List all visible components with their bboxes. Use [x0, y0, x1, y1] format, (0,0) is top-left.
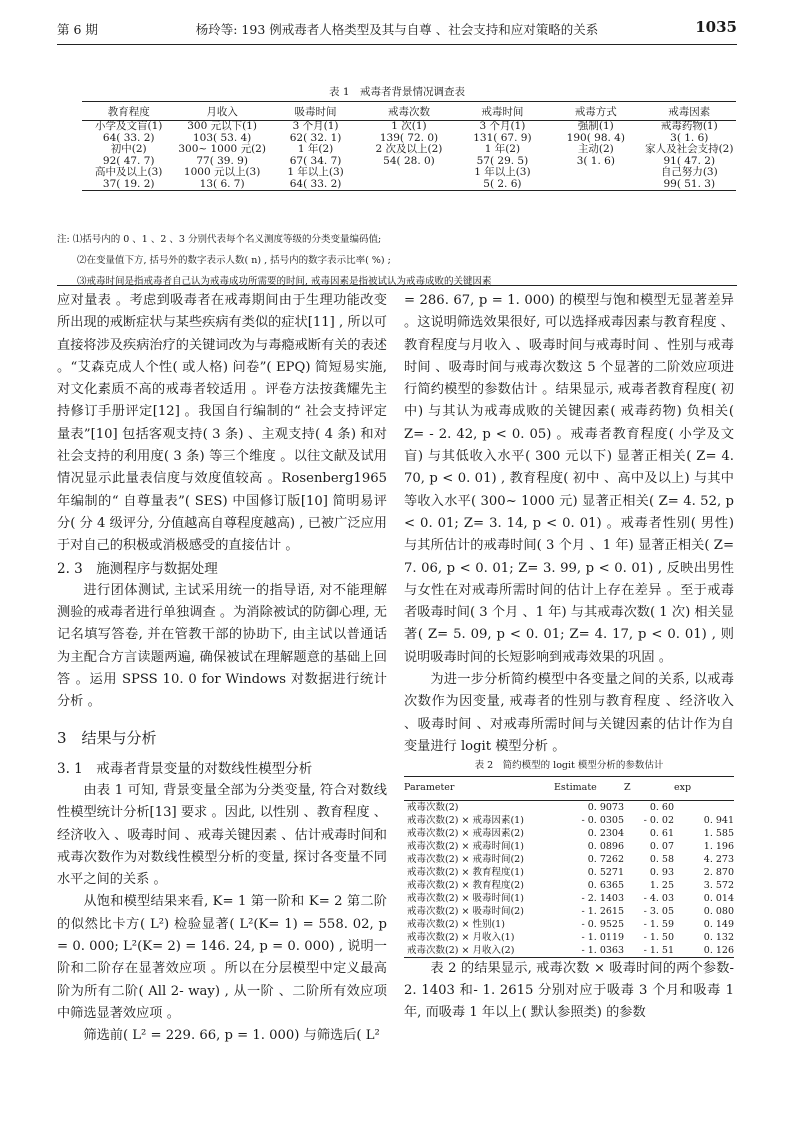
table1-cell: 1 年(2) [484, 143, 521, 155]
table1-cell: 57( 29. 5) [476, 154, 529, 167]
table1-note: ⑵在变量值下方, 括号外的数字表示人数( n) , 括号内的数字表示比率( %) ; [77, 255, 391, 266]
table2-cell: 0. 60 [649, 801, 674, 813]
table-row [404, 879, 734, 892]
table1-cell: 131( 67. 9) [473, 131, 532, 144]
table1-cell: 3( 1. 6) [670, 131, 709, 144]
table2-cell: 0. 149 [703, 918, 734, 930]
paragraph: 进行团体测试, 主试采用统一的指导语, 对不能理解测验的戒毒者进行单独调查 。为消除被试的防御心理, 无记名填写答卷, 并在管教干部的协助下, 由主试以普通话为主配合方言读题两遍, 确保被试在理解题意的基础上回答 。运用 SPSS 10. 0 for Windows 对数据进行统计分析 。 [57, 582, 387, 710]
table1-header-cell: 吸毒时间 [269, 102, 362, 121]
page-number: 1035 [695, 18, 737, 36]
table2-cell: - 1. 50 [643, 931, 674, 943]
table2-header-cell: exp [674, 777, 734, 800]
table2-cell: - 4. 03 [643, 892, 674, 904]
table2-cell: - 3. 05 [643, 905, 674, 917]
table1-cell: 3 个月(1) [479, 120, 526, 132]
table1-note: ⑶戒毒时间是指戒毒者自己认为戒毒成功所需要的时间, 戒毒因素是指被试认为戒毒成败的关键因素 [77, 276, 492, 287]
table1-cell: 190( 98. 4) [566, 131, 625, 144]
table1-cell: 92( 47. 7) [102, 154, 155, 167]
table2-cell: 0. 58 [649, 853, 674, 865]
section-heading-3-1: 3. 1 戒毒者背景变量的对数线性模型分析 [57, 760, 313, 777]
table-row [404, 918, 734, 931]
table-row [404, 814, 734, 827]
table2-cell: 戒毒次数(2) × 戒毒时间(2) [407, 853, 524, 865]
table2-cell: 0. 93 [649, 866, 674, 878]
table2 [404, 776, 734, 957]
table2-cell: 戒毒次数(2) × 吸毒时间(2) [407, 905, 524, 917]
issue-number: 第 6 期 [57, 22, 98, 37]
table1-cell [549, 167, 642, 179]
table-row [404, 827, 734, 840]
table1-note: 注: ⑴括号内的 0 、1 、2 、3 分别代表每个名义测度等级的分类变量编码值; [57, 234, 382, 245]
table-row [82, 144, 736, 156]
table1-cell: 1 年以上(3) [474, 166, 531, 178]
table-row [404, 944, 734, 958]
section-heading-2-3: 2. 3 施测程序与数据处理 [57, 560, 218, 577]
table1-cell: 家人及社会支持(2) [645, 143, 734, 155]
table2-cell: 2. 870 [703, 866, 734, 878]
table1-cell: 1 次(1) [391, 120, 427, 132]
table2-caption: 表 2 简约模型的 logit 模型分析的参数估计 [474, 760, 664, 772]
table1-cell: 62( 32. 1) [289, 131, 342, 144]
table1-header-cell: 戒毒因素 [643, 102, 736, 121]
table2-cell [674, 800, 734, 814]
table-row [82, 179, 736, 191]
table1-cell: 戒毒药物(1) [660, 120, 718, 132]
table1-cell: 2 次及以上(2) [375, 143, 443, 155]
table1-cell: 64( 33. 2) [102, 131, 155, 144]
table2-cell: 1. 196 [703, 840, 734, 852]
paragraph: 由表 1 可知, 背景变量全部为分类变量, 符合对数线性模型统计分析[13] 要求 。因此, 以性别 、教育程度 、经济收入 、吸毒时间 、戒毒关键因素 、估计戒毒时间和戒毒次数作为对数线性模型分析的变量, 探讨各变量不同水平之间的关系 。 [57, 782, 387, 888]
table2-cell: 戒毒次数(2) × 戒毒因素(2) [407, 827, 524, 839]
table1-cell: 5( 2. 6) [456, 179, 549, 191]
table1-cell: 自己努力(3) [660, 166, 718, 178]
table1-header-cell: 教育程度 [82, 102, 175, 121]
table2-cell: 3. 572 [703, 879, 734, 891]
table2-cell: 0. 941 [703, 814, 734, 826]
table1-header-cell: 戒毒时间 [456, 102, 549, 121]
table2-cell: - 1. 0119 [581, 931, 624, 943]
table1-cell: 3 个月(1) [292, 120, 339, 132]
table2-cell: - 0. 9525 [581, 918, 624, 930]
header-rule [57, 44, 737, 45]
table2-cell: 0. 61 [649, 827, 674, 839]
left-column [57, 290, 387, 1048]
table1-cell: 103( 53. 4) [192, 131, 252, 144]
paragraph: 应对量表 。考虑到吸毒者在戒毒期间由于生理功能改变所出现的戒断症状与某些疾病有类似的症状[11] , 所以可直接将涉及疾病治疗的关键词改为与毒瘾戒断有关的表述 。“艾森克成人个性( 或人格) 问卷”( EPQ) 简短易实施, 对文化素质不高的戒毒者较适用 。评卷方法按龚耀先主持修订手册评定[12] 。我国自行编制的“ 社会支持评定量表”[10] 包括客观支持( 3 条) 、主观支持( 4 条) 和对社会支持的利用度( 3 条) 等三个维度 。以往文献及试用情况显示此量表信度与效度值较高 。Rosenberg1965 年编制的“ 自尊量表”( SES) 中国修订版[10] 简明易评分( 分 4 级评分, 分值越高自尊程度越高) , 已被广泛应用于对自己的积极或消极感受的直接估计 。 [57, 293, 387, 554]
table2-cell: 0. 014 [703, 892, 734, 904]
table1-cell: 300~ 1000 元(2) [178, 143, 266, 155]
table1-cell [362, 167, 455, 179]
paragraph: 为进一步分析简约模型中各变量之间的关系, 以戒毒次数作为因变量, 戒毒者的性别与教育程度 、经济收入 、吸毒时间 、对戒毒所需时间与关键因素的估计作为自变量进行 logit 模型分析 。 [404, 672, 734, 754]
table2-cell: - 2. 1403 [581, 892, 624, 904]
table-row [404, 840, 734, 853]
paragraph: 表 2 的结果显示, 戒毒次数 × 吸毒时间的两个参数- 2. 1403 和- 1. 2615 分别对应于吸毒 3 个月和吸毒 1 年, 而吸毒 1 年以上( 默认参照类) 的参数 [404, 960, 734, 1021]
table2-cell: 0. 7262 [587, 853, 624, 865]
paragraph: 筛选前( L² = 229. 66, p = 1. 000) 与筛选后( L² [83, 1028, 380, 1044]
table1-cell: 小学及文盲(1) [95, 120, 163, 132]
table2-cell: 4. 273 [703, 853, 734, 865]
section-heading-3: 3 结果与分析 [57, 728, 157, 747]
table1-notes [57, 229, 747, 292]
table-row [404, 905, 734, 918]
table2-cell: 0. 132 [703, 931, 734, 943]
table1-cell [549, 179, 642, 191]
table1-cell: 139( 72. 0) [379, 131, 439, 144]
table2-cell: 戒毒次数(2) × 戒毒时间(1) [407, 840, 524, 852]
table-row [404, 931, 734, 944]
table2-cell: 0. 126 [674, 944, 734, 958]
table2-cell: - 1. 59 [643, 918, 674, 930]
table1-cell: 初中(2) [110, 143, 147, 155]
table1-cell: 1 年以上(3) [287, 166, 344, 178]
table1-cell: 主动(2) [577, 143, 614, 155]
table1-cell: 64( 33. 2) [269, 179, 362, 191]
table2-header-cell: Z [624, 777, 674, 800]
table2-cell: 戒毒次数(2) × 性别(1) [407, 918, 505, 930]
table2-cell: - 0. 02 [643, 814, 674, 826]
table2-header-cell: Estimate [554, 777, 624, 800]
table2-cell: 戒毒次数(2) × 戒毒因素(1) [407, 814, 524, 826]
table2-cell: 戒毒次数(2) [407, 801, 459, 813]
table1-header-cell: 戒毒次数 [362, 102, 455, 121]
table2-cell: - 0. 0305 [581, 814, 624, 826]
paragraph: 从饱和模型结果来看, K= 1 第一阶和 K= 2 第二阶的似然比卡方( L²) 检验显著( L²(K= 1) = 558. 02, p = 0. 000; L²(K= 2) = 146. 24, p = 0. 000) , 说明一阶和二阶存在显著效应项 。所以在分层模型中定义最高阶为所有二阶( All 2- way) , 从一阶 、二阶所有效应项中筛选显著效应项 。 [57, 894, 387, 1021]
table2-cell: 戒毒次数(2) × 月收入(1) [407, 931, 515, 943]
table1-cell: 1 年(2) [297, 143, 334, 155]
table-row [404, 800, 734, 814]
table1-cell: 3( 1. 6) [576, 154, 615, 167]
table1-cell: 强制(1) [577, 120, 614, 132]
table1-cell: 77( 39. 9) [196, 154, 248, 167]
table2-cell: - 1. 51 [624, 944, 674, 958]
running-header [57, 20, 737, 42]
table2-cell: 0. 5271 [587, 866, 624, 878]
table-row [404, 892, 734, 905]
table2-cell: 0. 080 [703, 905, 734, 917]
table1-header-cell: 戒毒方式 [549, 102, 642, 121]
table2-cell: 戒毒次数(2) × 教育程度(2) [407, 879, 524, 891]
table1-header-cell: 月收入 [175, 102, 268, 121]
table1-cell: 1000 元以上(3) [183, 166, 261, 178]
table1-cell: 91( 47. 2) [663, 154, 716, 167]
table-row [82, 156, 736, 168]
table1-cell: 37( 19. 2) [82, 179, 175, 191]
table2-cell: 0. 0896 [587, 840, 624, 852]
table1-cell: 300 元以下(1) [187, 120, 258, 132]
table1-cell: 67( 34. 7) [289, 154, 342, 167]
table2-cell: - 1. 0363 [554, 944, 624, 958]
table2-cell: 戒毒次数(2) × 月收入(2) [404, 944, 554, 958]
table-row [82, 121, 736, 133]
table1-cell: 99( 51. 3) [643, 179, 736, 191]
table-row [404, 853, 734, 866]
table1-cell [362, 179, 455, 191]
table1-cell: 54( 28. 0) [383, 154, 435, 167]
table2-cell: 戒毒次数(2) × 吸毒时间(1) [407, 892, 524, 904]
table1 [82, 101, 736, 191]
table2-cell: 0. 07 [649, 840, 674, 852]
table2-cell: 1. 25 [649, 879, 674, 891]
table1-cell: 高中及以上(3) [95, 166, 163, 178]
running-title: 杨玲等: 193 例戒毒者人格类型及其与自尊 、社会支持和应对策略的关系 [195, 22, 599, 37]
table2-cell: 1. 585 [703, 827, 734, 839]
right-column [404, 290, 734, 1024]
table2-cell: 0. 9073 [587, 801, 624, 813]
table2-cell: 戒毒次数(2) × 教育程度(1) [407, 866, 524, 878]
table2-cell: - 1. 2615 [581, 905, 624, 917]
notes-rule [57, 285, 737, 286]
table1-caption: 表 1 戒毒者背景情况调查表 [328, 86, 466, 98]
table-row [404, 866, 734, 879]
table2-cell: 0. 2304 [587, 827, 624, 839]
table2-header-cell: Parameter [404, 777, 554, 800]
table2-cell: 0. 6365 [587, 879, 624, 891]
table1-cell: 13( 6. 7) [175, 179, 268, 191]
paragraph: = 286. 67, p = 1. 000) 的模型与饱和模型无显著差异 。这说明筛选效果很好, 可以选择戒毒因素与教育程度 、教育程度与月收入 、吸毒时间与戒毒时间 、性别与戒毒时间 、吸毒时间与戒毒次数这 5 个显著的二阶效应项进行简约模型的参数估计 。结果显示, 戒毒者教育程度( 初中) 与其认为戒毒成败的关键因素( 戒毒药物) 负相关( Z= - 2. 42, p < 0. 05) 。戒毒者教育程度( 小学及文盲) 与其低收入水平( 300 元以下) 显著正相关( Z= 4. 70, p < 0. 01) , 教育程度( 初中 、高中及以上) 与其中等收入水平( 300~ 1000 元) 显著正相关( Z= 4. 52, p < 0. 01; Z= 3. 14, p < 0. 01) 。戒毒者性别( 男性) 与其所估计的戒毒时间( 3 个月 、1 年) 显著正相关( Z= 7. 06, p < 0. 01; Z= 3. 99, p < 0. 01) , 反映出男性与女性在对戒毒所需时间的估计上存在差异 。至于戒毒者吸毒时间( 3 个月 、1 年) 与其戒毒次数( 1 次) 相关显著( Z= 5. 09, p < 0. 01; Z= 4. 17, p < 0. 01) , 则说明吸毒时间的长短影响到戒毒效果的巩固 。 [404, 293, 734, 665]
table-row [82, 167, 736, 179]
